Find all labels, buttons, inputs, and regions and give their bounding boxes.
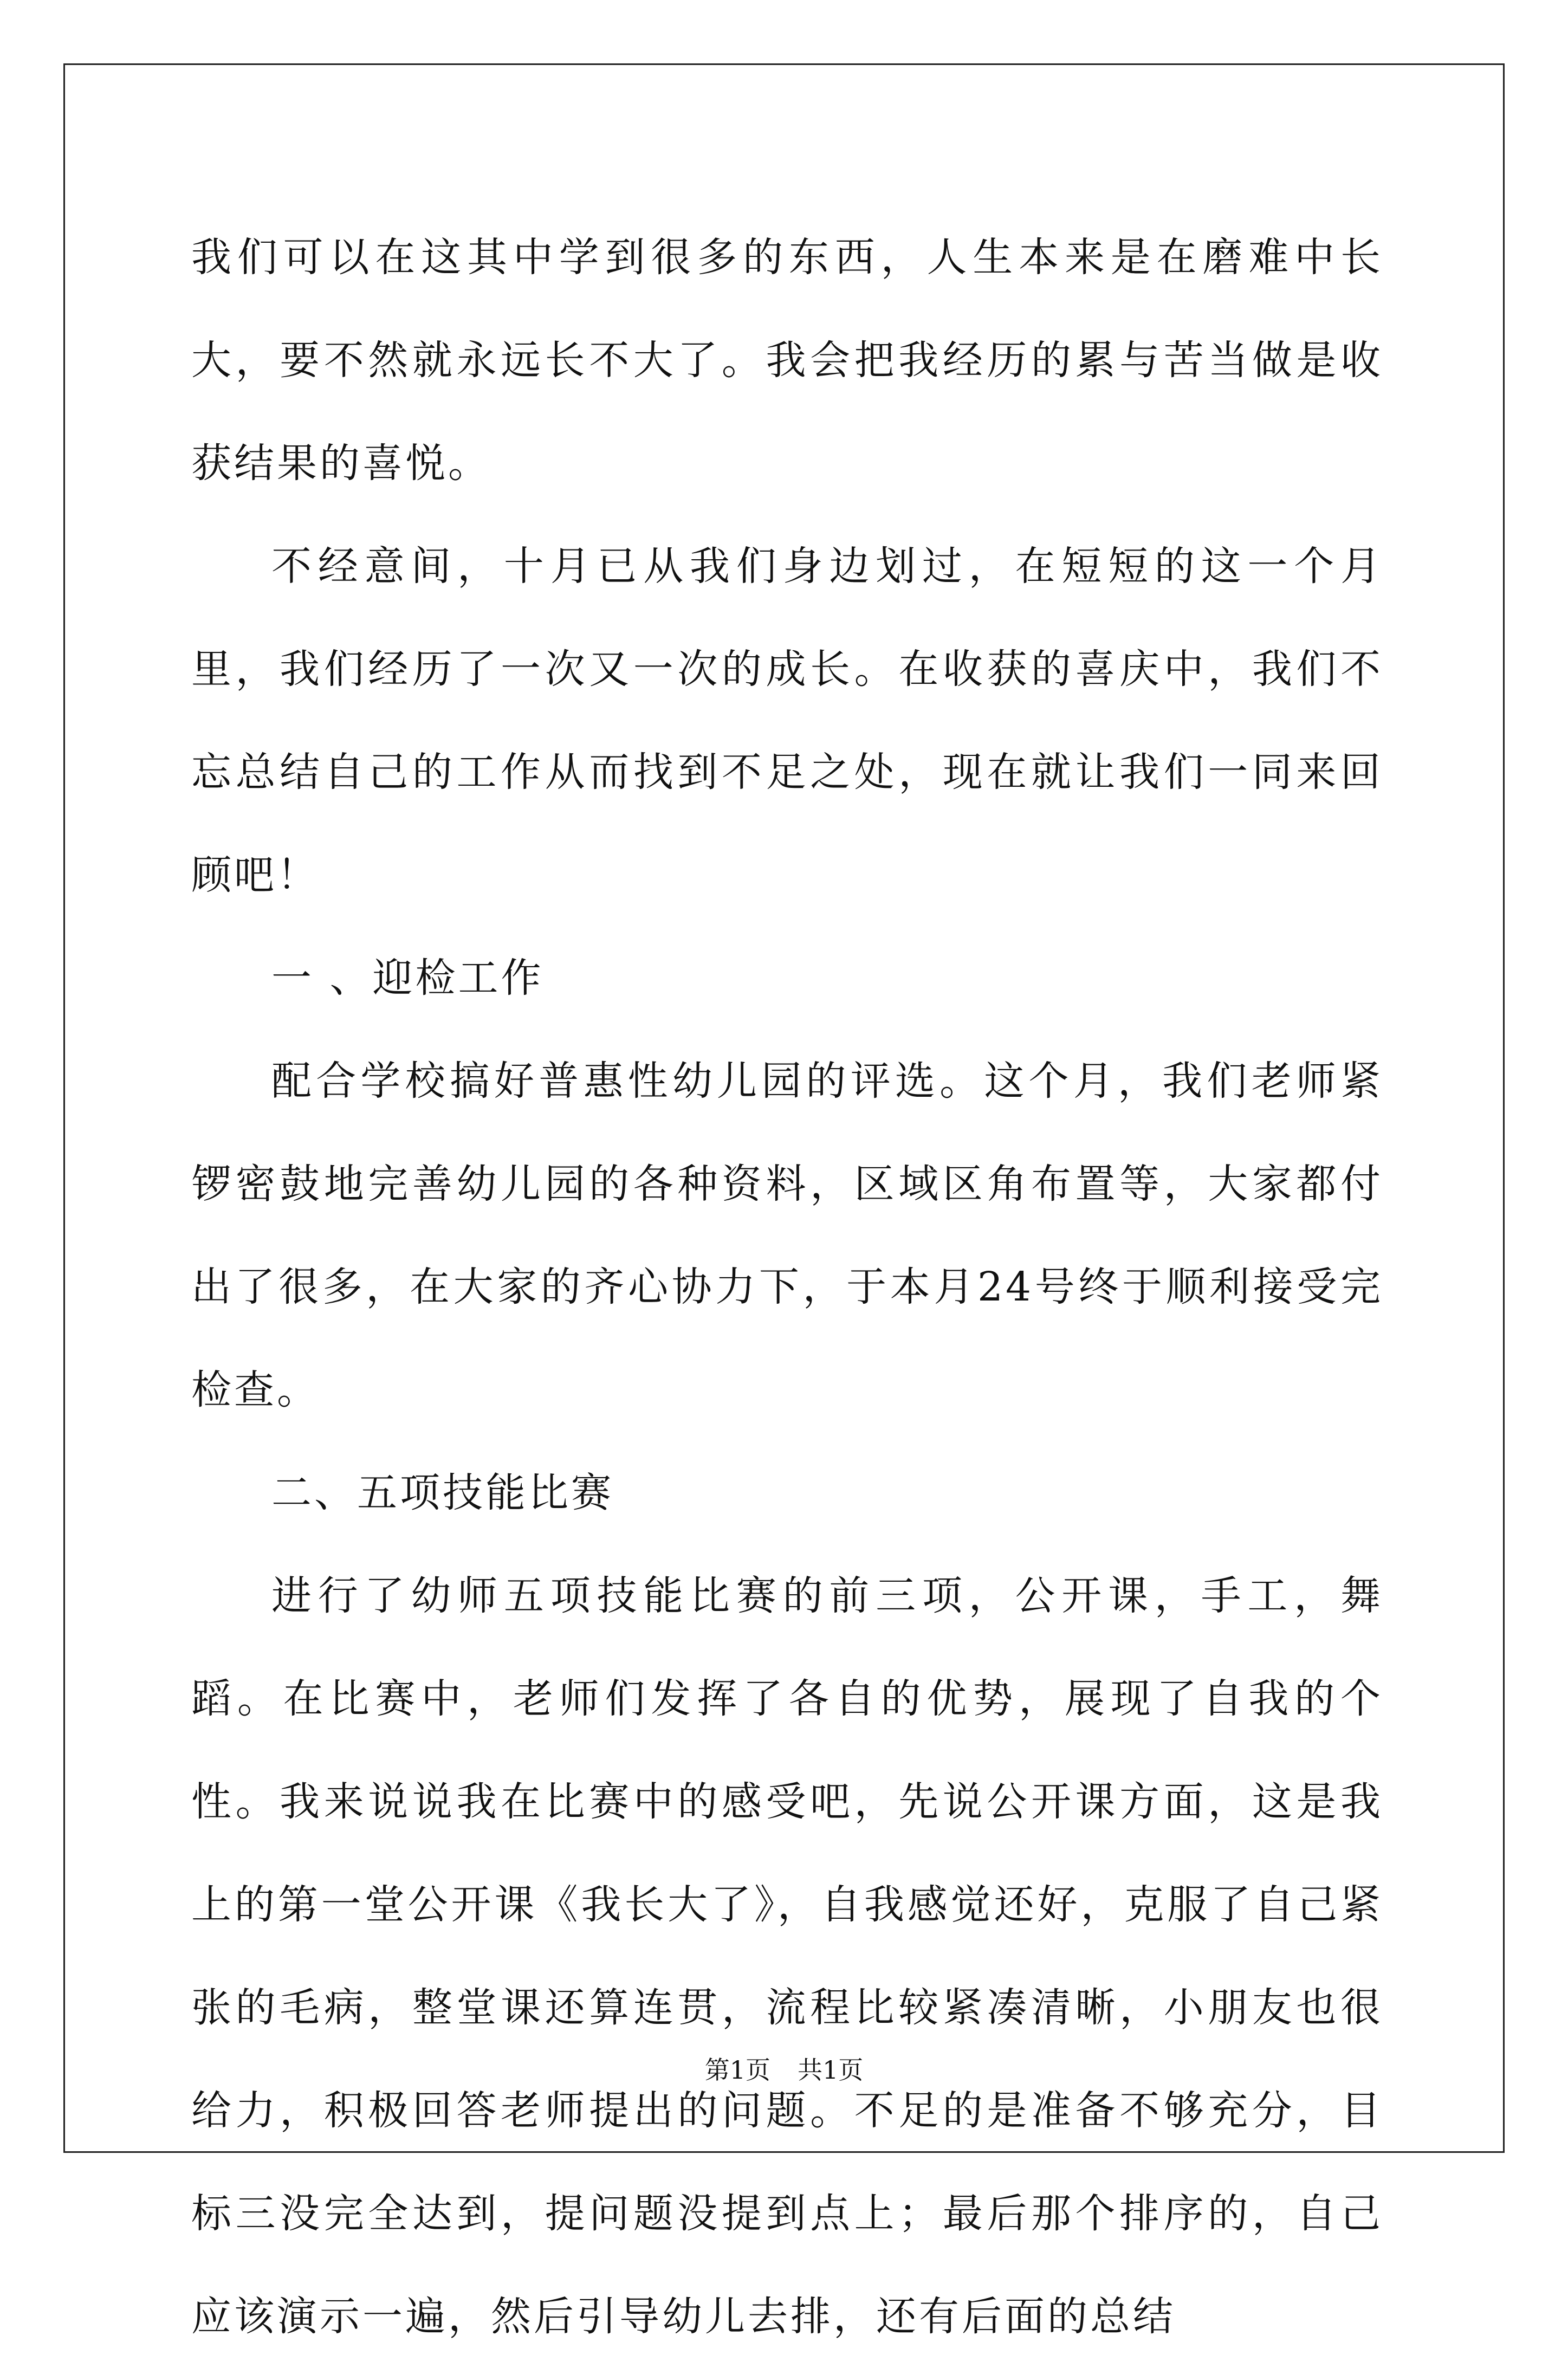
page-total: 共1页 xyxy=(798,2055,864,2085)
page-footer xyxy=(0,2054,1568,2086)
paragraph-inspection: 配合学校搞好普惠性幼儿园的评选。这个月，我们老师紧锣密鼓地完善幼儿园的各种资料，区域区角布置等，大家都付出了很多，在大家的齐心协力下，于本月24号终于顺利接受完检查。 xyxy=(191,1058,1383,1413)
section-heading-skills-contest: 二、五项技能比赛 xyxy=(271,1470,614,1516)
page-number: 第1页 xyxy=(704,2055,770,2085)
paragraph-skills-contest: 进行了幼师五项技能比赛的前三项，公开课，手工，舞蹈。在比赛中，老师们发挥了各自的优势，展现了自我的个性。我来说说我在比赛中的感受吧，先说公开课方面，这是我上的第一堂公开课《我长大了》，自我感觉还好，克服了自己紧张的毛病，整堂课还算连贯，流程比较紧凑清晰，小朋友也很给力，积极回答老师提出的问题。不足的是准备不够充分，目标三没完全达到，提问题没提到点上；最后那个排序的，自己应该演示一遍，然后引导幼儿去排，还有后面的总结 xyxy=(191,1573,1383,2340)
paragraph-october-review: 不经意间，十月已从我们身边划过，在短短的这一个月里，我们经历了一次又一次的成长。在收获的喜庆中，我们不忘总结自己的工作从而找到不足之处，现在就让我们一同来回顾吧！ xyxy=(191,543,1383,898)
section-heading-inspection: 一 、迎检工作 xyxy=(271,955,544,1001)
document-body xyxy=(191,206,1383,2368)
paragraph-intro: 我们可以在这其中学到很多的东西，人生本来是在磨难中长大，要不然就永远长不大了。我会把我经历的累与苦当做是收获结果的喜悦。 xyxy=(191,234,1383,487)
